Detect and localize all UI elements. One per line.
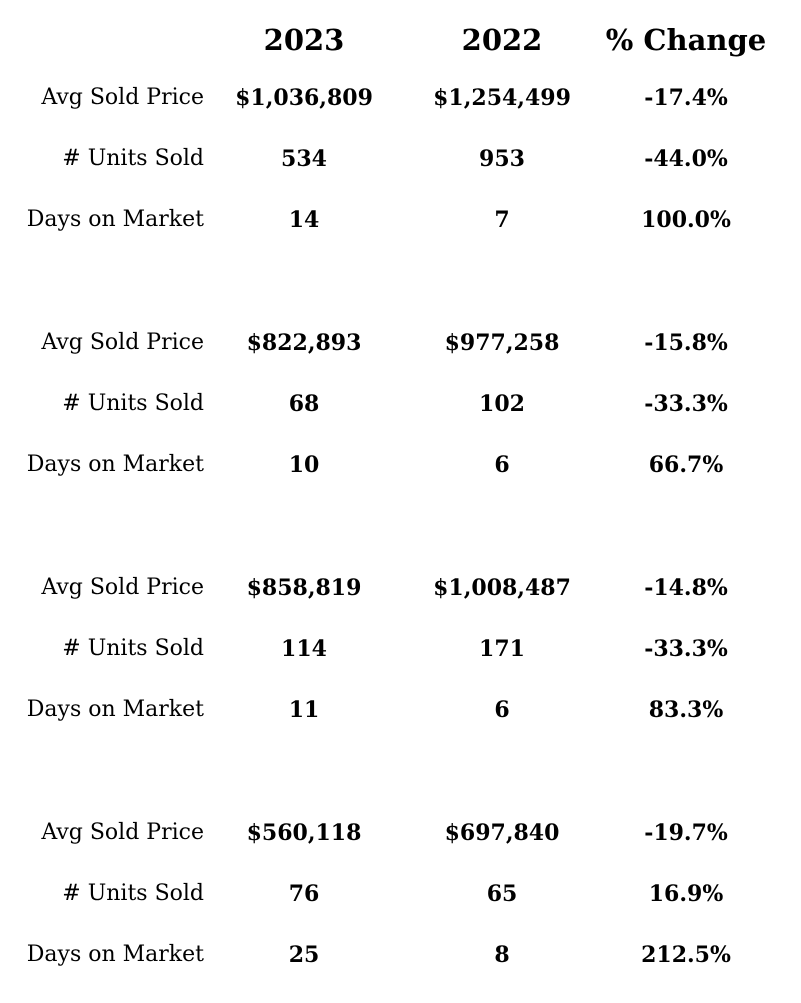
value-2022: $1,008,487 (433, 575, 571, 601)
row-label: Avg Sold Price (41, 85, 204, 110)
value-2022: 171 (479, 636, 525, 662)
value-percent-change: 66.7% (648, 452, 724, 478)
row-label: Days on Market (26, 207, 204, 232)
value-percent-change: 83.3% (648, 697, 724, 723)
value-2023: 534 (281, 146, 327, 172)
value-2023: $560,118 (246, 820, 362, 846)
value-percent-change: -15.8% (644, 330, 728, 356)
value-percent-change: 212.5% (641, 942, 731, 968)
stats-group-1 (0, 78, 801, 268)
value-2022: 8 (494, 942, 510, 968)
row-days-on-market (0, 445, 801, 485)
value-2023: 76 (288, 881, 320, 907)
header-percent-change: % Change (605, 23, 767, 57)
row-label: Days on Market (26, 942, 204, 967)
value-2022: 6 (494, 452, 510, 478)
value-2022: 7 (494, 207, 510, 233)
value-2023: 14 (288, 207, 320, 233)
value-percent-change: -14.8% (644, 575, 728, 601)
row-label: Days on Market (26, 452, 204, 477)
row-avg-sold-price (0, 323, 801, 363)
value-2023: 114 (281, 636, 327, 662)
row-label: # Units Sold (62, 881, 204, 906)
value-2023: 10 (288, 452, 320, 478)
value-2022: 102 (479, 391, 525, 417)
value-2023: 25 (288, 942, 320, 968)
row-avg-sold-price (0, 568, 801, 608)
stats-group-4 (0, 813, 801, 1003)
table-header (0, 18, 801, 62)
value-2023: $822,893 (246, 330, 362, 356)
value-2022: $977,258 (444, 330, 560, 356)
value-percent-change: 16.9% (648, 881, 724, 907)
row-label: # Units Sold (62, 391, 204, 416)
row-label: # Units Sold (62, 636, 204, 661)
row-units-sold (0, 629, 801, 669)
row-days-on-market (0, 935, 801, 975)
header-2023: 2023 (263, 23, 345, 57)
row-label: Avg Sold Price (41, 820, 204, 845)
row-label: # Units Sold (62, 146, 204, 171)
stats-group-3 (0, 568, 801, 758)
row-avg-sold-price (0, 78, 801, 118)
row-days-on-market (0, 690, 801, 730)
value-2023: 68 (288, 391, 320, 417)
value-percent-change: -17.4% (644, 85, 728, 111)
row-units-sold (0, 384, 801, 424)
row-units-sold (0, 874, 801, 914)
value-2023: $858,819 (246, 575, 362, 601)
row-units-sold (0, 139, 801, 179)
value-2022: 65 (486, 881, 518, 907)
value-2022: 953 (479, 146, 525, 172)
stats-group-2 (0, 323, 801, 513)
header-2022: 2022 (461, 23, 543, 57)
value-2022: $1,254,499 (433, 85, 571, 111)
value-percent-change: -33.3% (644, 636, 728, 662)
row-label: Days on Market (26, 697, 204, 722)
value-percent-change: -44.0% (644, 146, 728, 172)
row-label: Avg Sold Price (41, 575, 204, 600)
row-avg-sold-price (0, 813, 801, 853)
value-2023: $1,036,809 (235, 85, 373, 111)
value-2022: 6 (494, 697, 510, 723)
value-2022: $697,840 (444, 820, 560, 846)
value-2023: 11 (288, 697, 320, 723)
row-days-on-market (0, 200, 801, 240)
value-percent-change: -33.3% (644, 391, 728, 417)
row-label: Avg Sold Price (41, 330, 204, 355)
value-percent-change: -19.7% (644, 820, 728, 846)
value-percent-change: 100.0% (641, 207, 731, 233)
